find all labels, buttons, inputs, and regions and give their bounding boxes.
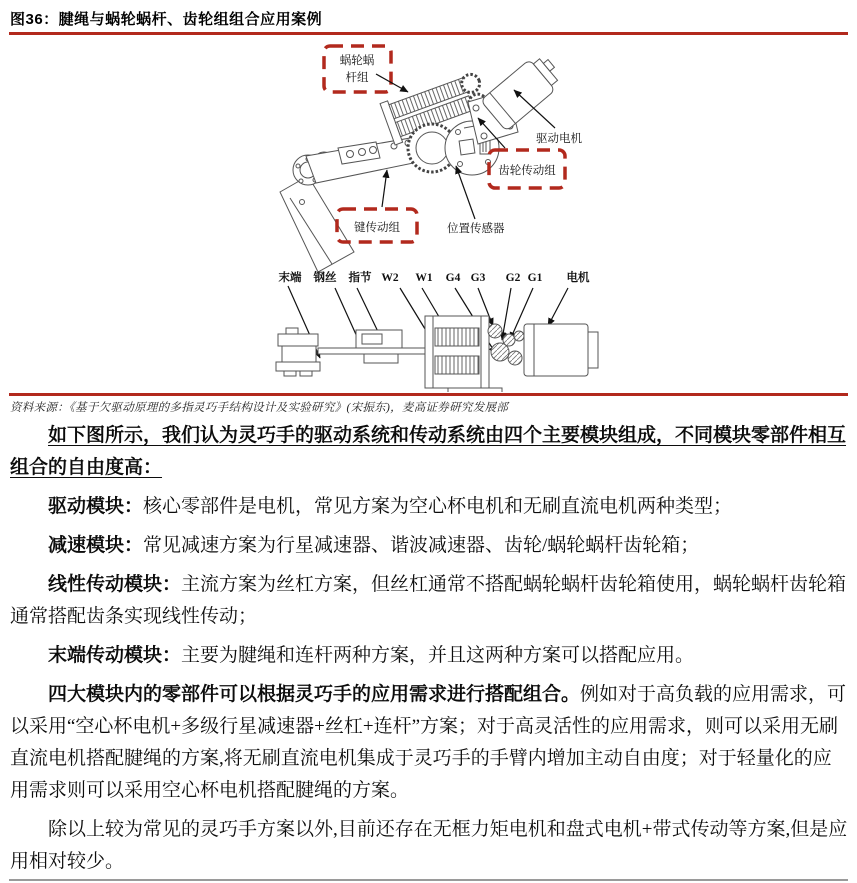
side-label-g3: G3 [470, 272, 486, 284]
side-label-gangsi: 钢丝 [313, 272, 337, 284]
side-label-g2: G2 [505, 272, 521, 284]
side-label-w2: W2 [381, 272, 399, 284]
figure-title: 图36：腱绳与蜗轮蜗杆、齿轮组组合应用案例 [10, 11, 323, 28]
key-set-arrow [382, 170, 387, 207]
module-reduction-head: 减速模块： [48, 535, 144, 556]
worm-callout-label-line1: 蜗轮蜗 [339, 55, 375, 67]
module-linear-text: 主流方案为丝杠方案，但丝杠通常不搭配蜗轮蜗杆齿轮箱使用，蜗轮蜗杆齿轮箱通常搭配齿条实现线性传动； [10, 574, 847, 627]
divider-red-top [9, 32, 848, 35]
side-view-labels [279, 270, 590, 284]
paragraph-module-reduction [10, 530, 848, 562]
worm-callout-box [324, 46, 391, 92]
side-label-g4: G4 [445, 272, 461, 284]
combination-bold: 四大模块内的零部件可以根据灵巧手的应用需求进行搭配组合。 [48, 684, 581, 705]
paragraph-module-linear [10, 569, 848, 633]
gear-set-label: 齿轮传动组 [498, 165, 556, 177]
module-linear-head: 线性传动模块： [48, 574, 182, 595]
source-note: 资料来源：《基于欠驱动原理的多指灵巧手结构设计及实验研究》(宋振东)，麦高证券研究发展部 [10, 402, 509, 414]
side-label-zhijie: 指节 [348, 272, 372, 284]
module-drive-text: 核心零部件是电机，常见方案为空心杯电机和无刷直流电机两种类型； [143, 496, 733, 517]
module-end-head: 末端传动模块： [48, 645, 182, 666]
mechanism-diagram-svg [272, 40, 606, 392]
drive-motor-label: 驱动电机 [536, 133, 582, 145]
side-view-drawing [276, 316, 598, 392]
module-drive-head: 驱动模块： [48, 496, 144, 517]
module-reduction-text: 常见减速方案为行星减速器、谐波减速器、齿轮/蜗轮蜗杆齿轮箱； [143, 535, 700, 556]
paragraph-combination [10, 679, 848, 807]
worm-callout-label-line2: 杆组 [345, 72, 369, 84]
divider-red-mid [9, 393, 848, 396]
module-end-text: 主要为腱绳和连杆两种方案，并且这两种方案可以搭配应用。 [181, 645, 695, 666]
combination-rest: 例如对于高负载的应用需求，可以采用“空心杯电机+多级行星减速器+丝杠+连杆”方案；对于高灵活性的应用需求，则可以采用无刷直流电机搭配腱绳的方案,将无刷直流电机集成于灵巧手的手臂内增加主动自由度；对于轻量化的应用需求则可以采用空心杯电机搭配腱绳的方案。 [10, 684, 847, 801]
side-label-w1: W1 [415, 272, 433, 284]
side-label-moduan: 末端 [278, 272, 302, 284]
key-set-label: 键传动组 [354, 222, 400, 234]
body-text [10, 420, 848, 878]
side-label-dianji: 电机 [566, 272, 590, 284]
figure-diagram [272, 40, 606, 392]
footer-divider [9, 879, 848, 881]
side-label-g1: G1 [527, 272, 543, 284]
paragraph-module-end [10, 640, 848, 672]
paragraph-module-drive [10, 491, 848, 523]
position-sensor-label: 位置传感器 [447, 223, 505, 235]
paragraph-intro: 如下图所示，我们认为灵巧手的驱动系统和传动系统由四个主要模块组成，不同模块零部件相互组合的自由度高： [10, 425, 847, 478]
finger-drawing [280, 176, 354, 272]
paragraph-other-schemes: 除以上较为常见的灵巧手方案以外,目前还存在无框力矩电机和盘式电机+带式传动等方案,但是应用相对较少。 [10, 819, 848, 872]
